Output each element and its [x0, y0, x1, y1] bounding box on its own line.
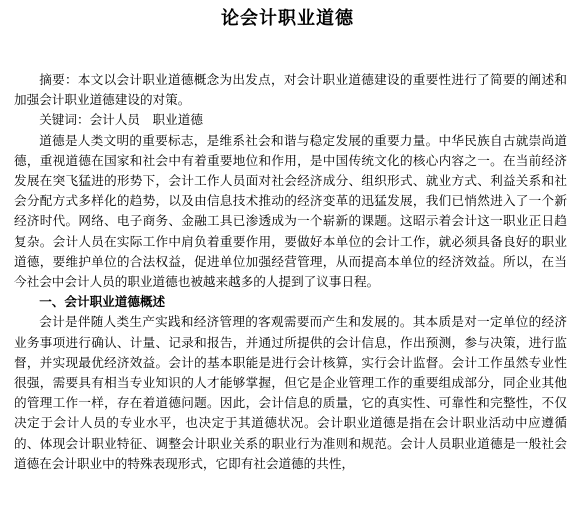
document-body: [14, 70, 567, 474]
intro-paragraph: 道德是人类文明的重要标志，是维系社会和谐与稳定发展的重要力量。中华民族自古就崇尚道德，重视道德在国家和社会中有着重要地位和作用，是中国传统文化的核心内容之一。在当前经济发展在突飞猛进的形势下，会计工作人员面对社会经济成分、组织形式、就业方式、利益关系和社会分配方式多样化的趋势，以及由信息技术推动的经济变革的迅猛发展，我们已悄然进入了一个新经济时代。网络、电子商务、金融工具已渗透成为一个崭新的课题。这昭示着会计这一职业正日趋复杂。会计人员在实际工作中肩负着重要作用，要做好本单位的会计工作，就必须具备良好的职业道德，要维护单位的合法权益，促进单位加强经营管理，从而提高本单位的经济效益。所以，在当今社会中会计人员的职业道德也被越来越多的人提到了议事日程。: [14, 132, 567, 290]
abstract-paragraph: 摘要：本文以会计职业道德概念为出发点，对会计职业道德建设的重要性进行了简要的阐述和加强会计职业道德建设的对策。: [14, 72, 567, 108]
section-paragraph: 会计是伴随人类生产实践和经济管理的客观需要而产生和发展的。其本质是对一定单位的经济业务事项进行确认、计量、记录和报告，并通过所提供的会计信息，作出预测，参与决策，进行监督，并实现最优经济效益。会计的基本职能是进行会计核算，实行会计监督。会计工作虽然专业性很强，需要具有相当专业知识的人才能够掌握，但它是企业管理工作的重要组成部分，同企业其他的管理工作一样，存在着道德问题。因此，会计信息的质量，它的真实性、可靠性和完整性，不仅决定于会计人员的专业水平，也决定于其道德状况。会计职业道德是指在会计职业活动中应遵循的、体现会计职业特征、调整会计职业关系的职业行为准则和规范。会计人员职业道德是一般社会道德在会计职业中的特殊表现形式，它即有社会道德的共性，: [14, 314, 567, 471]
page-title: 论会计职业道德: [221, 8, 354, 29]
keywords-line: 关键词：会计人员 职业道德: [39, 112, 203, 128]
section-heading: 一、会计职业道德概述: [39, 294, 166, 310]
